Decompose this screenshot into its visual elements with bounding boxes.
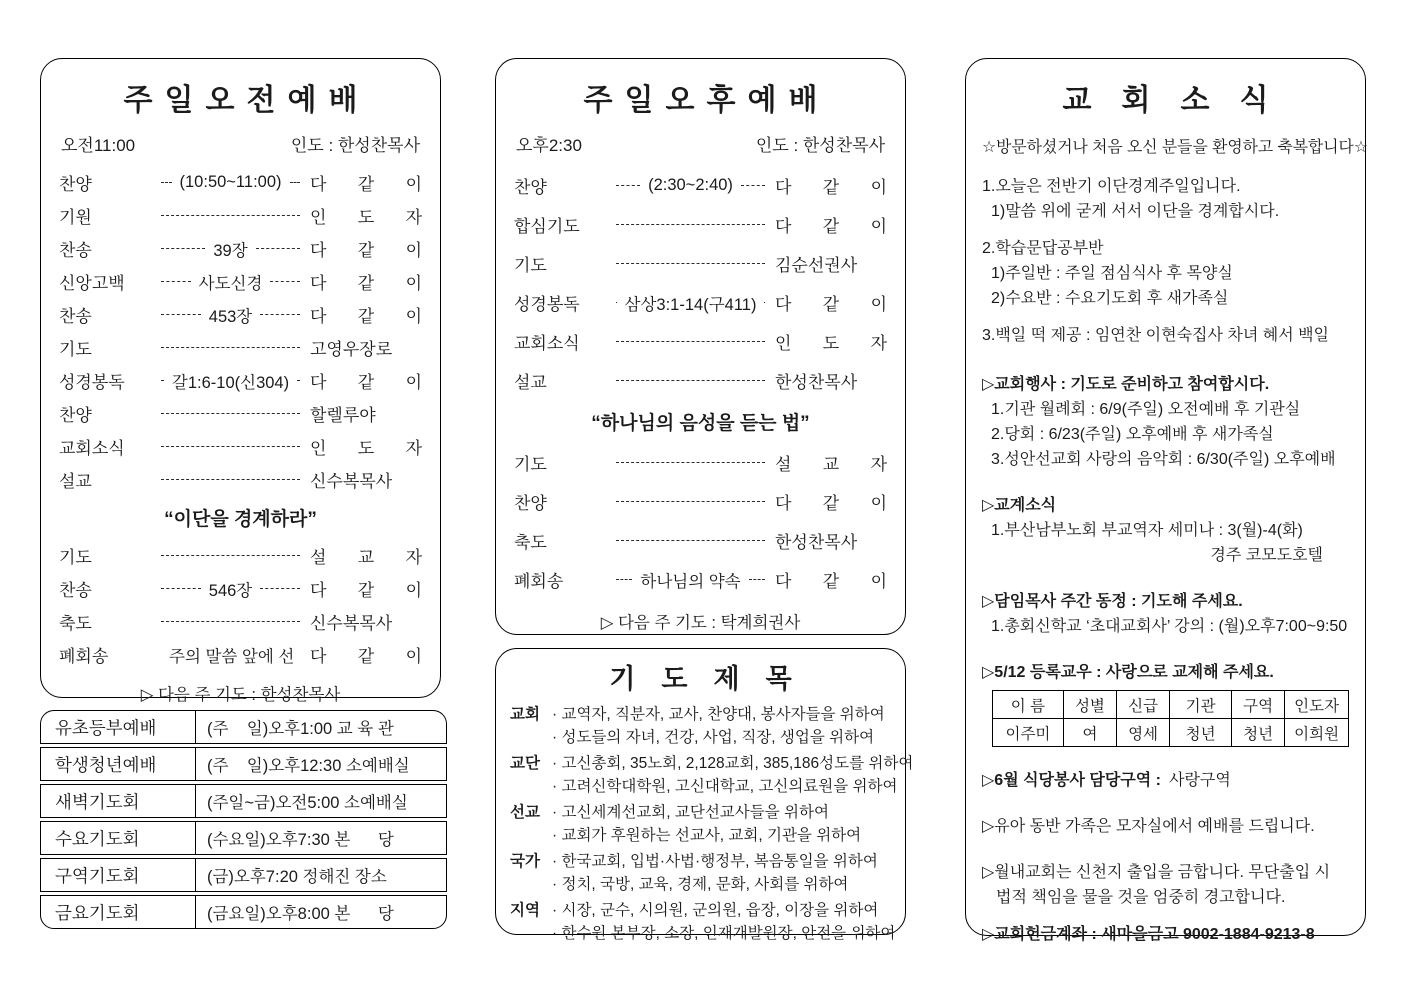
worship-row xyxy=(59,572,422,605)
prayer-category: 국가 xyxy=(510,853,540,870)
church-news-section xyxy=(965,58,1368,943)
worship-row xyxy=(514,443,887,482)
cafeteria-duty-label: ▷6월 식당봉사 담당구역 : xyxy=(982,772,1161,789)
service-name: 학생청년예배 xyxy=(55,754,157,775)
table-row xyxy=(40,821,447,855)
service-name-cell xyxy=(41,859,196,891)
dash-leader xyxy=(161,270,300,294)
dash-line xyxy=(260,588,300,589)
afternoon-meta xyxy=(516,131,885,156)
dash-line xyxy=(161,555,300,556)
worship-label: 폐회송 xyxy=(59,647,109,666)
prayer-line xyxy=(510,704,891,727)
worship-person: 다 같 이 xyxy=(775,494,887,513)
worship-row xyxy=(59,430,422,463)
morning-time: 오전11:00 xyxy=(61,136,136,155)
cell-organization: 청년 xyxy=(1170,719,1232,747)
notice-line: 1.오늘은 전반기 이단경계주일입니다. xyxy=(982,178,1241,195)
dash-line xyxy=(161,588,201,589)
prayer-group xyxy=(510,802,891,847)
prayer-text: · 고려신학대학원, 고신대학교, 고신의료원을 위하여 xyxy=(552,777,898,795)
dash-line xyxy=(749,579,765,580)
dash-line xyxy=(161,314,201,315)
prayer-line xyxy=(510,776,898,799)
dash-line xyxy=(256,248,300,249)
pastor-line: 1.총회신학교 ‘초대교회사’ 강의 : (월)오후7:00~9:50 xyxy=(991,618,1348,635)
infant-families-block xyxy=(982,814,1349,839)
denom-location: 경주 코모도호텔 xyxy=(1210,547,1323,564)
worship-row xyxy=(514,322,887,361)
worship-person: 할렐루야 xyxy=(310,406,376,425)
offering-account: ▷교회헌금계좌 : 새마을금고 9002-1884-9213-8 xyxy=(982,926,1315,943)
worship-row xyxy=(59,331,422,364)
worship-detail: 546장 xyxy=(208,581,253,600)
worship-label: 찬양 xyxy=(514,178,547,197)
worship-label: 찬송 xyxy=(59,241,92,260)
prayer-text: · 고신총회, 35노회, 2,128교회, 385,186성도를 위하여 xyxy=(552,755,914,772)
table-row xyxy=(40,710,447,744)
service-name-cell xyxy=(41,711,196,743)
service-info: (주일~금)오전5:00 소예배실 xyxy=(207,794,408,812)
prayer-line xyxy=(510,825,891,848)
dash-line xyxy=(616,224,765,225)
col-header-organization: 기관 xyxy=(1170,691,1232,719)
prayer-text: · 정치, 국방, 교육, 경제, 문화, 사회를 위하여 xyxy=(552,875,849,893)
worship-row xyxy=(59,298,422,331)
warning-line: 법적 책임을 물을 것을 엄중히 경고합니다. xyxy=(996,889,1286,906)
worship-detail: 39장 xyxy=(213,241,248,260)
table-row xyxy=(40,747,447,781)
dash-line xyxy=(616,540,765,541)
worship-label: 찬송 xyxy=(59,581,92,600)
worship-row xyxy=(59,397,422,430)
service-name: 유초등부예배 xyxy=(55,717,157,738)
worship-person: 설 교 자 xyxy=(310,548,422,567)
dash-line xyxy=(161,413,300,414)
notice-line: 2)수요반 : 수요기도회 후 새가족실 xyxy=(991,290,1229,307)
morning-worship-section xyxy=(40,58,441,704)
warning-block xyxy=(982,860,1349,910)
prayer-text: · 성도들의 자녀, 건강, 사업, 직장, 생업을 위하여 xyxy=(552,728,875,746)
dash-leader xyxy=(161,577,300,601)
afternoon-time: 오후2:30 xyxy=(516,136,582,155)
dash-line xyxy=(741,185,765,186)
indent xyxy=(510,776,552,799)
col-header-introducer: 인도자 xyxy=(1285,691,1349,719)
worship-row xyxy=(59,166,422,199)
service-name-cell xyxy=(41,822,196,854)
cell-introducer: 이희원 xyxy=(1285,719,1349,747)
worship-label: 신앙고백 xyxy=(59,274,125,293)
col-header-district: 구역 xyxy=(1232,691,1285,719)
worship-label: 찬양 xyxy=(59,406,92,425)
notice-line: 1)말씀 위에 굳게 서서 이단을 경계합시다. xyxy=(991,203,1280,220)
worship-person: 다 같 이 xyxy=(310,373,422,392)
worship-label: 찬송 xyxy=(59,307,92,326)
worship-detail: 하나님의 약속 xyxy=(640,572,741,591)
worship-row xyxy=(514,283,887,322)
worship-detail: 갈1:6-10(신304) xyxy=(171,373,290,392)
dash-line xyxy=(161,479,300,480)
notice-line: 2.학습문답공부반 xyxy=(982,240,1104,257)
dash-line xyxy=(616,185,640,186)
afternoon-worship-section xyxy=(495,58,906,635)
service-info: (수요일)오후7:30 본 당 xyxy=(207,831,394,849)
indent xyxy=(510,874,552,897)
denom-line: 1.부산남부노회 부교역자 세미나 : 3(월)-4(화) xyxy=(991,522,1303,539)
dash-leader xyxy=(616,291,765,315)
dash-leader xyxy=(161,237,300,261)
prayer-topics-section xyxy=(495,648,914,942)
worship-row xyxy=(514,205,887,244)
section-header: ▷교계소식 xyxy=(982,497,1057,514)
section-header: ▷교회행사 : 기도로 준비하고 참여합시다. xyxy=(982,376,1270,393)
worship-person: 한성찬목사 xyxy=(775,533,858,552)
dash-line xyxy=(161,621,300,622)
dash-leader xyxy=(616,341,765,342)
worship-label: 폐회송 xyxy=(514,572,564,591)
new-member-table xyxy=(992,690,1349,747)
worship-detail: 사도신경 xyxy=(198,274,263,293)
table-row xyxy=(40,858,447,892)
worship-label: 축도 xyxy=(514,533,547,552)
prayer-line xyxy=(510,874,891,897)
dash-leader xyxy=(616,263,765,264)
prayer-topics-title: 기도제목 xyxy=(609,664,818,694)
prayer-line xyxy=(510,802,891,825)
prayer-category: 지역 xyxy=(510,902,540,919)
dash-leader xyxy=(161,215,300,216)
prayer-line xyxy=(510,851,891,874)
dash-leader xyxy=(161,446,300,447)
event-line: 1.기관 월례회 : 6/9(주일) 오전예배 후 기관실 xyxy=(991,401,1301,418)
dash-leader xyxy=(161,347,300,348)
worship-row xyxy=(59,232,422,265)
afternoon-leader: 인도 : 한성찬목사 xyxy=(755,136,885,155)
notice-block xyxy=(982,236,1349,311)
dash-line xyxy=(616,501,765,502)
weekly-services-table xyxy=(40,710,447,929)
dash-leader xyxy=(616,462,765,463)
worship-person: 김순선권사 xyxy=(775,256,858,275)
dash-line xyxy=(616,579,632,580)
worship-person: 설 교 자 xyxy=(775,455,887,474)
dash-line xyxy=(161,380,164,381)
service-name: 금요기도회 xyxy=(55,902,140,923)
worship-person: 다 같 이 xyxy=(310,647,422,666)
worship-label: 찬양 xyxy=(59,175,92,194)
worship-label: 성경봉독 xyxy=(59,373,125,392)
worship-label: 기원 xyxy=(59,208,92,227)
notice-line: 1)주일반 : 주일 점심식사 후 목양실 xyxy=(991,265,1233,282)
prayer-group xyxy=(510,851,891,896)
indent xyxy=(510,727,552,750)
worship-person: 다 같 이 xyxy=(310,581,422,600)
prayer-text: · 교역자, 직분자, 교사, 찬양대, 봉사자들을 위하여 xyxy=(552,706,885,723)
service-name: 구역기도회 xyxy=(55,865,140,886)
table-header-row xyxy=(993,691,1349,719)
morning-next-week-prayer: ▷ 다음 주 기도 : 한성찬목사 xyxy=(140,686,341,704)
afternoon-sermon-title: “하나님의 음성을 듣는 법” xyxy=(591,413,810,434)
dash-leader xyxy=(616,224,765,225)
dash-leader xyxy=(161,413,300,414)
morning-meta xyxy=(61,131,420,156)
dash-leader xyxy=(161,621,300,622)
worship-person: 다 같 이 xyxy=(310,274,422,293)
worship-person: 신수복목사 xyxy=(310,472,393,491)
section-header: ▷담임목사 주간 동정 : 기도해 주세요. xyxy=(982,593,1243,610)
prayer-group xyxy=(510,753,914,798)
worship-label: 찬양 xyxy=(514,494,547,513)
worship-label: 교회소식 xyxy=(514,334,580,353)
prayer-line xyxy=(510,923,896,946)
denomination-news-block xyxy=(982,493,1349,568)
worship-person: 다 같 이 xyxy=(775,217,887,236)
morning-leader: 인도 : 한성찬목사 xyxy=(290,136,420,155)
worship-row xyxy=(59,605,422,638)
worship-label: 합심기도 xyxy=(514,217,580,236)
dash-line xyxy=(616,341,765,342)
cell-gender: 여 xyxy=(1063,719,1116,747)
service-name-cell xyxy=(41,896,196,928)
worship-row xyxy=(59,364,422,397)
worship-row xyxy=(59,265,422,298)
dash-leader xyxy=(616,568,765,592)
welcome-message: ☆방문하셨거나 처음 오신 분들을 환영하고 축복합니다☆ xyxy=(982,139,1368,156)
worship-row xyxy=(514,482,887,521)
prayer-category: 교단 xyxy=(510,755,540,772)
col-header-status: 신급 xyxy=(1116,691,1169,719)
worship-row xyxy=(59,463,422,496)
dash-leader xyxy=(616,501,765,502)
worship-row xyxy=(514,166,887,205)
worship-row xyxy=(59,638,422,671)
service-name-cell xyxy=(41,748,196,780)
dash-leader xyxy=(161,173,300,192)
worship-row xyxy=(514,361,887,400)
worship-label: 축도 xyxy=(59,614,92,633)
worship-person: 다 같 이 xyxy=(775,295,887,314)
notice-block xyxy=(982,323,1349,348)
prayer-text: · 한국교회, 입법·사법·행정부, 복음통일을 위하여 xyxy=(552,853,878,870)
table-row xyxy=(40,784,447,818)
prayer-group xyxy=(510,900,896,945)
dash-line xyxy=(297,380,300,381)
col-header-gender: 성별 xyxy=(1063,691,1116,719)
dash-line xyxy=(161,347,300,348)
dash-leader xyxy=(616,380,765,381)
dash-line xyxy=(270,281,300,282)
prayer-text: · 고신세계선교회, 교단선교사들을 위하여 xyxy=(552,804,829,821)
table-data-row xyxy=(993,719,1349,747)
new-member-block xyxy=(982,660,1349,747)
event-line: 3.성안선교회 사랑의 음악회 : 6/30(주일) 오후예배 xyxy=(991,451,1336,468)
worship-detail: (2:30~2:40) xyxy=(648,176,733,194)
worship-label: 교회소식 xyxy=(59,439,125,458)
prayer-line xyxy=(510,753,914,776)
worship-detail: 삼상3:1-14(구411) xyxy=(624,295,757,314)
dash-leader xyxy=(616,540,765,541)
church-events-block xyxy=(982,372,1349,472)
worship-label: 성경봉독 xyxy=(514,295,580,314)
service-info: (금)오후7:20 정해진 장소 xyxy=(207,868,387,886)
worship-person: 다 같 이 xyxy=(310,241,422,260)
dash-line xyxy=(290,182,301,183)
worship-detail: (10:50~11:00) xyxy=(179,173,282,191)
prayer-category: 교회 xyxy=(510,706,540,723)
dash-leader xyxy=(161,479,300,480)
cell-district: 청년 xyxy=(1232,719,1285,747)
worship-label: 기도 xyxy=(59,548,92,567)
dash-line xyxy=(161,248,205,249)
dash-line xyxy=(161,446,300,447)
dash-leader xyxy=(616,176,765,195)
worship-person: 다 같 이 xyxy=(310,175,422,194)
dash-line xyxy=(161,281,191,282)
worship-row xyxy=(514,560,887,599)
worship-label: 설교 xyxy=(59,472,92,491)
prayer-text: · 한수원 본부장, 소장, 인재개발원장, 안전을 위하여 xyxy=(552,924,896,942)
worship-person: 인 도 자 xyxy=(310,208,422,227)
worship-label: 기도 xyxy=(59,340,92,359)
worship-label: 설교 xyxy=(514,373,547,392)
prayer-group xyxy=(510,704,891,749)
worship-person: 인 도 자 xyxy=(310,439,422,458)
dash-line xyxy=(616,263,765,264)
indent xyxy=(510,923,552,946)
dash-line xyxy=(161,182,172,183)
morning-sermon-title: “이단을 경계하라” xyxy=(164,509,317,530)
worship-detail: 주의 말씀 앞에 선 xyxy=(169,647,295,666)
afternoon-next-week-prayer: ▷ 다음 주 기도 : 탁계희권사 xyxy=(600,614,801,632)
worship-person: 고영우장로 xyxy=(310,340,393,359)
dash-leader xyxy=(161,555,300,556)
warning-line: ▷월내교회는 신천지 출입을 금합니다. 무단출입 시 xyxy=(982,864,1331,881)
dash-leader xyxy=(161,303,300,327)
pastor-schedule-block xyxy=(982,589,1349,639)
worship-person: 다 같 이 xyxy=(775,572,887,591)
morning-worship-title: 주일오전예배 xyxy=(123,84,370,117)
notice-line: 3.백일 떡 제공 : 임연찬 이현숙집사 차녀 혜서 백일 xyxy=(982,327,1330,344)
dash-line xyxy=(764,302,765,303)
cafeteria-duty-value: 사랑구역 xyxy=(1168,772,1231,789)
worship-row xyxy=(59,539,422,572)
worship-person: 다 같 이 xyxy=(775,178,887,197)
cell-name: 이주미 xyxy=(993,719,1064,747)
service-info: (주 일)오후1:00 교 육 관 xyxy=(207,720,394,738)
worship-person: 인 도 자 xyxy=(775,334,887,353)
service-name: 새벽기도회 xyxy=(55,791,140,812)
church-news-title: 교회소식 xyxy=(1062,84,1299,117)
worship-detail: 453장 xyxy=(208,307,253,326)
event-line: 2.당회 : 6/23(주일) 오후예배 후 새가족실 xyxy=(991,426,1274,443)
service-name: 수요기도회 xyxy=(55,828,140,849)
notice-block xyxy=(982,174,1349,224)
prayer-line xyxy=(510,727,891,750)
prayer-category: 선교 xyxy=(510,804,540,821)
col-header-name: 이 름 xyxy=(993,691,1064,719)
worship-person: 한성찬목사 xyxy=(775,373,858,392)
worship-person: 다 같 이 xyxy=(310,307,422,326)
section-header: ▷5/12 등록교우 : 사랑으로 교제해 주세요. xyxy=(982,664,1274,681)
worship-label: 기도 xyxy=(514,455,547,474)
dash-leader xyxy=(161,643,300,667)
dash-line xyxy=(161,215,300,216)
table-row xyxy=(40,895,447,929)
worship-label: 기도 xyxy=(514,256,547,275)
infant-families-line: ▷유아 동반 가족은 모자실에서 예배를 드립니다. xyxy=(982,818,1315,835)
afternoon-worship-title: 주일오후예배 xyxy=(583,84,830,117)
prayer-line xyxy=(510,900,891,923)
worship-row xyxy=(514,521,887,560)
dash-line xyxy=(616,462,765,463)
dash-line xyxy=(616,380,765,381)
service-info: (주 일)오후12:30 소예배실 xyxy=(207,757,410,775)
prayer-text: · 교회가 후원하는 선교사, 교회, 기관을 위하여 xyxy=(552,826,862,844)
service-info: (금요일)오후8:00 본 당 xyxy=(207,905,394,923)
service-name-cell xyxy=(41,785,196,817)
worship-person: 신수복목사 xyxy=(310,614,393,633)
worship-row xyxy=(59,199,422,232)
indent xyxy=(510,825,552,848)
cell-status: 영세 xyxy=(1116,719,1169,747)
cafeteria-duty-block xyxy=(982,768,1349,793)
dash-line xyxy=(616,302,617,303)
prayer-text: · 시장, 군수, 시의원, 군의원, 읍장, 이장을 위하여 xyxy=(552,902,879,919)
dash-line xyxy=(260,314,300,315)
dash-leader xyxy=(161,369,300,393)
worship-row xyxy=(514,244,887,283)
